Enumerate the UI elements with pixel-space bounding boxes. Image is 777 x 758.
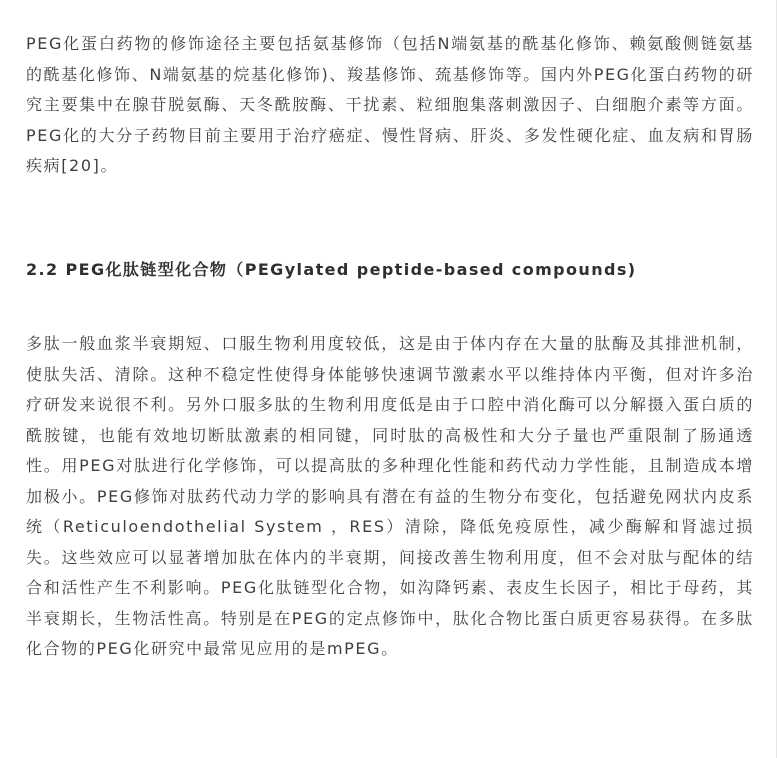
- section-heading-peg-peptide: 2.2 PEG化肽链型化合物（PEGylated peptide-based compounds): [26, 260, 637, 279]
- paragraph-peg-peptide-compounds: 多肽一般血浆半衰期短、口服生物利用度较低，这是由于体内存在大量的肽酶及其排泄机制，使肽失活、清除。这种不稳定性使得身体能够快速调节激素水平以维持体内平衡，但对许多治疗研发来说很不利。另外口服多肽的生物利用度低是由于口腔中消化酶可以分解摄入蛋白质的酰胺键，也能有效地切断肽激素的相同键，同时肽的高极性和大分子量也严重限制了肠通透性。用PEG对肽进行化学修饰，可以提高肽的多种理化性能和药代动力学性能，且制造成本增加极小。PEG修饰对肽药代动力学的影响具有潜在有益的生物分布变化，包括避免网状内皮系统（Reticuloendothelial System ，RES）清除，降低免疫原性，减少酶解和肾滤过损失。这些效应可以显著增加肽在体内的半衰期，间接改善生物利用度，但不会对肽与配体的结合和活性产生不利影响。PEG化肽链型化合物，如沟降钙素、表皮生长因子，相比于母药，其半衰期长，生物活性高。特别是在PEG的定点修饰中，肽化合物比蛋白质更容易获得。在多肽化合物的PEG化研究中最常见应用的是mPEG。: [26, 334, 754, 658]
- paragraph-peg-protein-modification: PEG化蛋白药物的修饰途径主要包括氨基修饰（包括N端氨基的酰基化修饰、赖氨酸侧链氨基的酰基化修饰、N端氨基的烷基化修饰)、羧基修饰、巯基修饰等。国内外PEG化蛋白药物的研究主要集中在腺苷脱氨酶、天冬酰胺酶、干扰素、粒细胞集落刺激因子、白细胞介素等方面。PEG化的大分子药物目前主要用于治疗癌症、慢性肾病、肝炎、多发性硬化症、血友病和胃肠疾病[20]。: [26, 34, 754, 175]
